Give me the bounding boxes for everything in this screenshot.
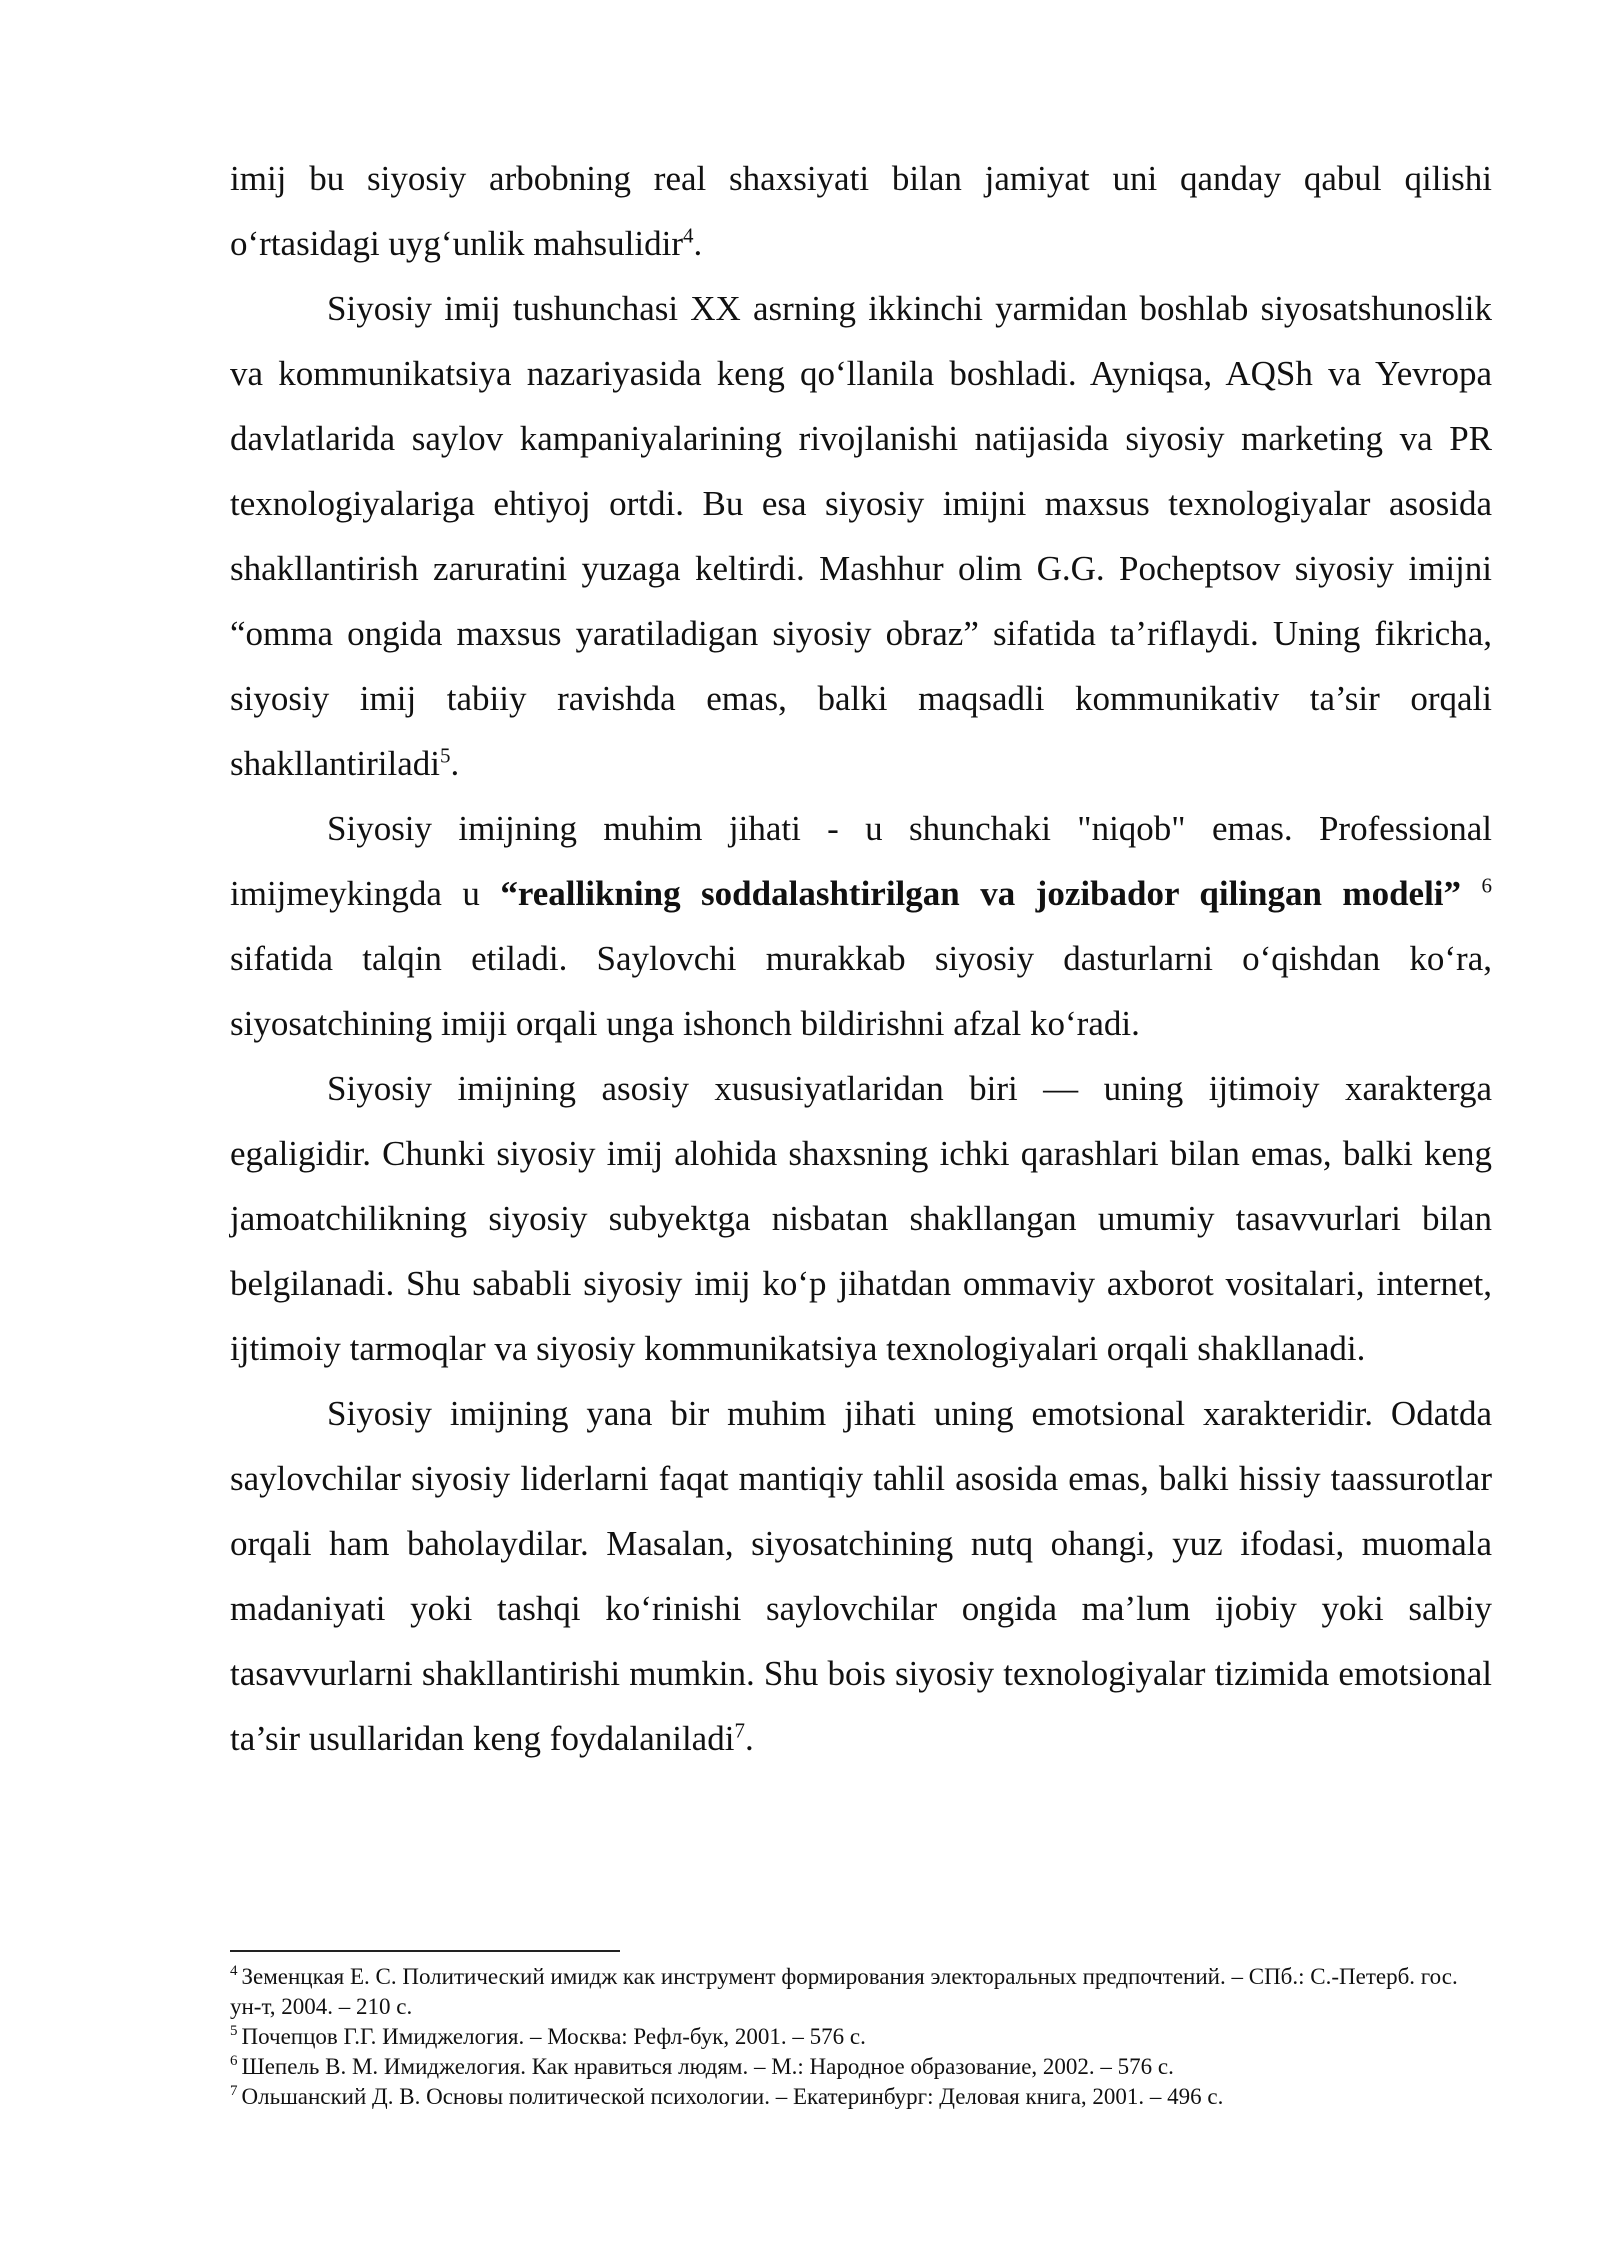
footnote xyxy=(230,2082,1492,2112)
footnote-number: 5 xyxy=(230,2023,238,2040)
footnote-separator xyxy=(230,1950,620,1952)
footnote-reference[interactable]: 6 xyxy=(1481,873,1492,898)
bold-quote: “reallikning soddalashtirilgan va jozibador qilingan modeli” xyxy=(500,874,1462,913)
footnote-reference[interactable]: 7 xyxy=(734,1718,745,1743)
paragraph-text: imij bu siyosiy arbobning real shaxsiyati bilan jamiyat uni qanday qabul qilishi oʻrtasidagi uygʻunlik mahsulidir xyxy=(230,159,1492,263)
footnote xyxy=(230,2022,1492,2052)
footnote-reference[interactable]: 4 xyxy=(682,223,694,248)
paragraph-text: Siyosiy imijning asosiy xususiyatlaridan biri — uning ijtimoiy xarakterga egaligidir. Chunki siyosiy imij alohida shaxsning ichki qarashlari bilan emas, balki keng jamoatchilikning siyosiy subyektga nisbatan shakllangan umumiy tasavvurlari bilan belgilanadi. Shu sababli siyosiy imij koʻp jihatdan ommaviy axborot vositalari, internet, ijtimoiy tarmoqlar va siyosiy kommunikatsiya texnologiyalari orqali shakllanadi. xyxy=(230,1069,1492,1368)
paragraph-text xyxy=(1461,874,1481,913)
paragraph xyxy=(230,276,1492,796)
body-text xyxy=(230,146,1492,1771)
footnote-number: 6 xyxy=(230,2053,238,2070)
paragraph xyxy=(230,796,1492,1056)
footnote xyxy=(230,2052,1492,2082)
footnote-number: 4 xyxy=(230,1963,238,1980)
paragraph-text: . xyxy=(693,224,703,263)
paragraph-text: Siyosiy imij tushunchasi XX asrning ikkinchi yarmidan boshlab siyosatshunoslik va kommunikatsiya nazariyasida keng qoʻllanila boshladi. Ayniqsa, AQSh va Yevropa davlatlarida saylov kampaniyalarining rivojlanishi natijasida siyosiy marketing va PR texnologiyalariga ehtiyoj ortdi. Bu esa siyosiy imijni maxsus texnologiyalar asosida shakllantirish zaruratini yuzaga keltirdi. Mashhur olim G.G. Pocheptsov siyosiy imijni “omma ongida maxsus yaratiladigan siyosiy obraz” sifatida ta’riflaydi. Uning fikricha, siyosiy imij tabiiy ravishda emas, balki maqsadli kommunikativ ta’sir orqali shakllantiriladi xyxy=(230,289,1492,783)
footnote-text: Земенцкая Е. С. Политический имидж как инструмент формирования электоральных предпочтений. – СПб.: С.-Петерб. гос. ун-т, 2004. – 210 с. xyxy=(230,1964,1458,2019)
paragraph-text: Siyosiy imijning muhim jihati - u shunchaki "niqob" emas. Professional imijmeykingda u xyxy=(230,809,1492,913)
footnote-number: 7 xyxy=(230,2083,238,2100)
footnote-reference[interactable]: 5 xyxy=(439,743,451,768)
footnote-text: Шепель В. М. Имиджелогия. Как нравиться людям. – М.: Народное образование, 2002. – 576 с. xyxy=(241,2054,1174,2079)
paragraph-text: sifatida talqin etiladi. Saylovchi murakkab siyosiy dasturlarni oʻqishdan koʻra, siyosatchining imiji orqali unga ishonch bildirishni afzal koʻradi. xyxy=(230,939,1492,1043)
footnotes xyxy=(230,1962,1492,2112)
footnote xyxy=(230,1962,1492,2022)
footnote-text: Ольшанский Д. В. Основы политической психологии. – Екатеринбург: Деловая книга, 2001. – 496 с. xyxy=(241,2084,1224,2109)
paragraph xyxy=(230,1056,1492,1381)
paragraph-text: Siyosiy imijning yana bir muhim jihati uning emotsional xarakteridir. Odatda saylovchilar siyosiy liderlarni faqat mantiqiy tahlil asosida emas, balki hissiy taassurotlar orqali ham baholaydilar. Masalan, siyosatchining nutq ohangi, yuz ifodasi, muomala madaniyati yoki tashqi koʻrinishi saylovchilar ongida ma’lum ijobiy yoki salbiy tasavvurlarni shakllantirishi mumkin. Shu bois siyosiy texnologiyalar tizimida emotsional ta’sir usullaridan keng foydalaniladi xyxy=(230,1394,1492,1758)
footnote-text: Почепцов Г.Г. Имиджелогия. – Москва: Рефл-бук, 2001. – 576 с. xyxy=(241,2024,866,2049)
paragraph-text: . xyxy=(744,1719,754,1758)
paragraph-text: . xyxy=(450,744,460,783)
paragraph xyxy=(230,1381,1492,1771)
paragraph xyxy=(230,146,1492,276)
